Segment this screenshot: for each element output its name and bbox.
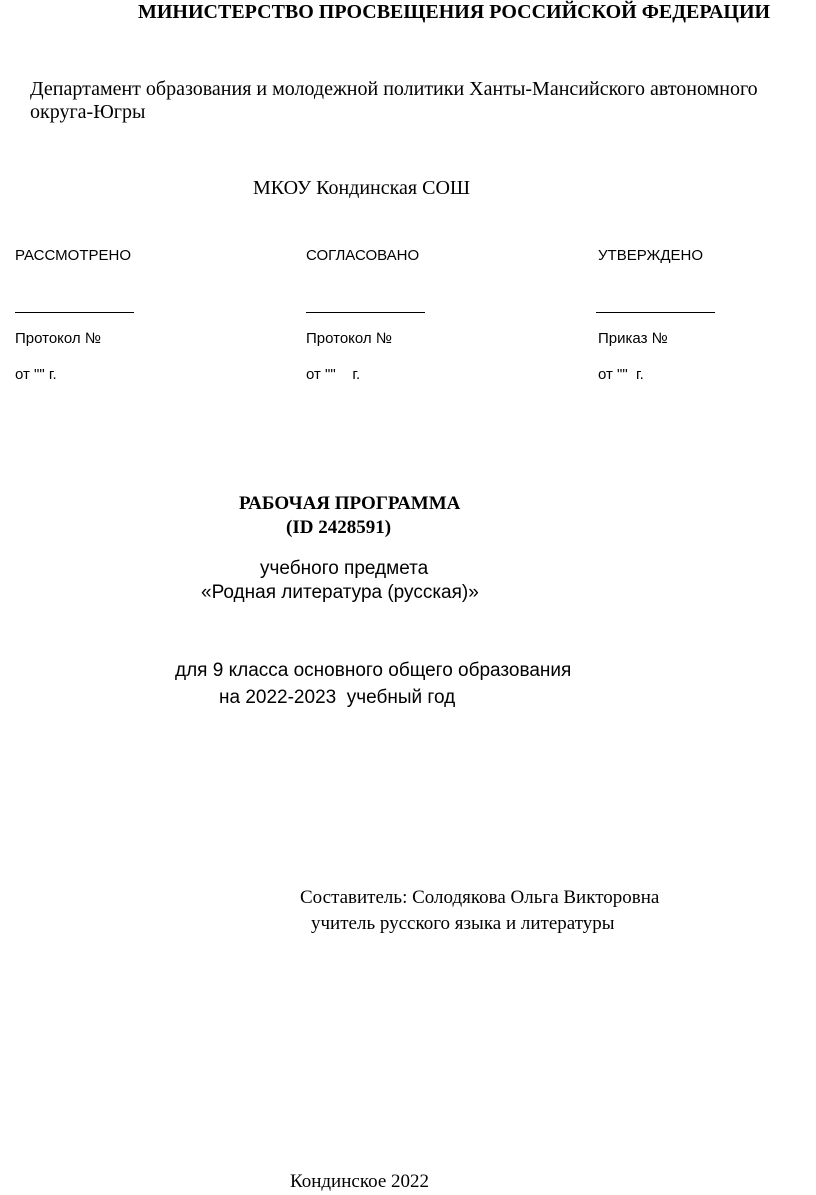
date-approved: от "" г. — [598, 366, 644, 383]
approval-heading-agreed: СОГЛАСОВАНО — [306, 247, 420, 264]
protocol-reviewed: Протокол № — [15, 330, 101, 347]
date-reviewed: от "" г. — [15, 366, 57, 383]
date-agreed: от "" г. — [306, 366, 361, 383]
program-id: (ID 2428591) — [286, 517, 392, 538]
academic-year: на 2022-2023 учебный год — [219, 687, 456, 708]
ministry-heading: МИНИСТЕРСТВО ПРОСВЕЩЕНИЯ РОССИЙСКОЙ ФЕДЕРАЦИИ — [138, 1, 771, 23]
author-line: Составитель: Солодякова Ольга Викторовна — [300, 887, 660, 908]
department-name — [30, 78, 758, 124]
department-name-line1: Департамент образования и молодежной политики Ханты-Мансийского автономного — [30, 78, 758, 100]
subject-label: учебного предмета — [260, 558, 429, 579]
signature-line-reviewed — [15, 312, 134, 313]
subject-name: «Родная литература (русская)» — [201, 582, 479, 603]
signature-line-agreed — [306, 312, 425, 313]
grade-line: для 9 класса основного общего образования — [175, 660, 572, 681]
approval-heading-approved: УТВЕРЖДЕНО — [598, 247, 704, 264]
department-name-line2: округа-Югры — [30, 101, 146, 123]
signature-line-approved — [596, 312, 715, 313]
approval-heading-reviewed: РАССМОТРЕНО — [15, 247, 132, 264]
place-year: Кондинское 2022 — [290, 1171, 430, 1192]
order-approved: Приказ № — [598, 330, 668, 347]
author-role: учитель русского языка и литературы — [311, 913, 615, 934]
protocol-agreed: Протокол № — [306, 330, 392, 347]
school-name: МКОУ Кондинская СОШ — [253, 177, 471, 199]
program-title: РАБОЧАЯ ПРОГРАММА — [239, 493, 461, 514]
